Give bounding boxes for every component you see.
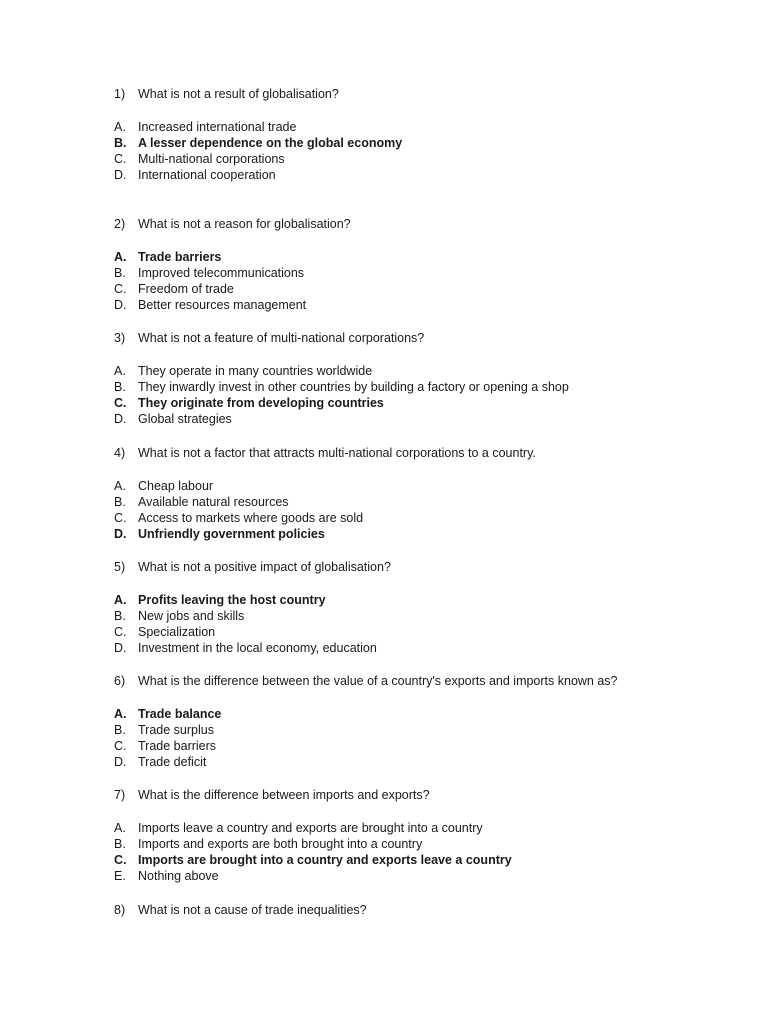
option-letter: C. [114,152,127,167]
option-d [114,167,734,183]
question-number: 7) [114,788,126,802]
option-text: Trade barriers [138,249,222,264]
option-text: New jobs and skills [138,608,245,623]
question-prompt [114,445,734,461]
option-a [114,119,734,135]
option-c [114,151,734,167]
question-prompt [114,673,734,689]
question-6 [114,673,734,771]
option-c [114,510,734,526]
question-text: What is not a positive impact of globalisation? [138,560,391,574]
option-letter: D. [114,298,127,313]
question-text: What is not a result of globalisation? [138,87,339,101]
option-text: Cheap labour [138,478,214,493]
option-text: Multi-national corporations [138,152,285,167]
option-letter: C. [114,282,127,297]
option-letter: B. [114,836,126,851]
option-a [114,592,734,608]
option-d [114,526,734,542]
option-text: Increased international trade [138,119,297,134]
question-text: What is not a cause of trade inequalities? [138,903,367,917]
option-b [114,135,734,151]
option-text: Imports are brought into a country and exports leave a country [138,853,512,868]
option-text: Better resources management [138,298,307,313]
option-b [114,836,734,852]
option-a [114,478,734,494]
question-prompt [114,787,734,803]
option-letter: C. [114,739,127,754]
question-prompt [114,559,734,575]
option-d [114,297,734,313]
question-text: What is not a reason for globalisation? [138,217,351,231]
question-text: What is the difference between imports and exports? [138,788,430,802]
question-number: 4) [114,446,126,460]
question-text: What is not a factor that attracts multi-national corporations to a country. [138,446,536,460]
option-b [114,265,734,281]
question-number: 5) [114,560,126,574]
option-text: Trade deficit [138,755,207,770]
question-text: What is the difference between the value of a country's exports and imports known as? [138,674,618,688]
option-letter: A. [114,478,126,493]
option-letter: B. [114,722,126,737]
option-d [114,640,734,656]
option-b [114,379,734,395]
option-text: Investment in the local economy, education [138,641,377,656]
option-b [114,722,734,738]
option-text: Access to markets where goods are sold [138,511,364,526]
option-text: Global strategies [138,412,232,427]
option-letter: C. [114,511,127,526]
option-text: They operate in many countries worldwide [138,363,373,378]
option-letter: D. [114,168,127,183]
option-c [114,624,734,640]
option-letter: E. [114,869,126,884]
option-c [114,738,734,754]
option-c [114,395,734,411]
option-text: They originate from developing countries [138,396,384,411]
option-text: Imports and exports are both brought into a country [138,836,423,851]
option-text: Profits leaving the host country [138,592,326,607]
question-number: 6) [114,674,126,688]
question-number: 2) [114,217,126,231]
option-letter: B. [114,379,126,394]
question-4 [114,445,734,543]
question-3 [114,330,734,428]
question-prompt [114,86,734,102]
option-a [114,363,734,379]
option-c [114,281,734,297]
option-letter: A. [114,706,127,721]
option-text: Improved telecommunications [138,265,305,280]
option-letter: B. [114,265,126,280]
question-prompt [114,902,734,918]
option-text: Unfriendly government policies [138,527,325,542]
option-a [114,820,734,836]
question-1 [114,86,734,184]
option-e [114,868,734,884]
question-number: 8) [114,903,126,917]
question-prompt [114,330,734,346]
option-text: Available natural resources [138,494,289,509]
option-text: Trade balance [138,706,222,721]
option-letter: A. [114,119,126,134]
option-letter: C. [114,853,127,868]
option-letter: B. [114,494,126,509]
option-text: Trade surplus [138,722,214,737]
option-text: International cooperation [138,168,276,183]
option-b [114,608,734,624]
option-text: Imports leave a country and exports are brought into a country [138,820,483,835]
question-number: 3) [114,331,126,345]
question-5 [114,559,734,657]
option-letter: D. [114,527,127,542]
question-7 [114,787,734,885]
option-letter: D. [114,412,127,427]
option-letter: A. [114,363,126,378]
option-letter: A. [114,249,127,264]
option-text: Trade barriers [138,739,217,754]
question-8 [114,902,734,918]
option-letter: B. [114,608,126,623]
option-letter: A. [114,592,127,607]
option-text: A lesser dependence on the global economy [138,135,403,150]
option-text: They inwardly invest in other countries by building a factory or opening a shop [138,379,569,394]
option-letter: B. [114,135,127,150]
option-a [114,249,734,265]
option-letter: C. [114,625,127,640]
question-number: 1) [114,87,126,101]
option-b [114,494,734,510]
option-text: Specialization [138,625,216,640]
option-letter: A. [114,820,126,835]
option-text: Freedom of trade [138,282,234,297]
option-d [114,754,734,770]
question-prompt [114,216,734,232]
option-a [114,706,734,722]
question-text: What is not a feature of multi-national corporations? [138,331,425,345]
option-letter: C. [114,396,127,411]
option-letter: D. [114,755,127,770]
option-text: Nothing above [138,869,219,884]
option-letter: D. [114,641,127,656]
question-2 [114,216,734,314]
option-c [114,852,734,868]
option-d [114,411,734,427]
